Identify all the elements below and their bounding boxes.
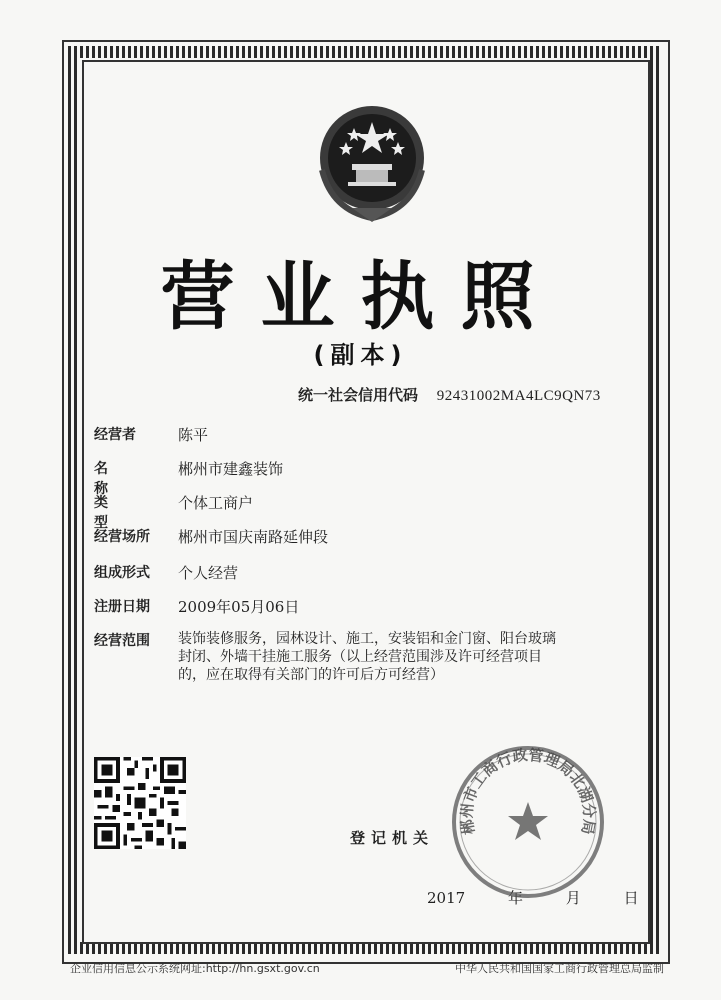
field-value: 郴州市建鑫装饰 [178,460,284,478]
footer-issuer: 中华人民共和国国家工商行政管理总局监制 [455,962,664,975]
issue-month-unit: 月 [565,889,581,907]
field-label: 经营场所 [94,529,150,545]
field-value: 个体工商户 [178,494,254,512]
field-label: 经营范围 [94,633,150,649]
field-label: 经营者 [94,427,136,443]
credit-code-line [298,384,601,405]
field-value: 个人经营 [178,564,239,582]
field-value: 装饰装修服务，园林设计、施工，安装铝和金门窗、阳台玻璃封闭、外墙干挂施工服务（以上经营范围涉及许可经营项目的，应在取得有关部门的许可后方可经营） [178,631,556,683]
issue-year-unit: 年 [507,889,523,907]
field-label: 组成形式 [94,565,150,581]
field-label: 名称 [94,461,136,497]
issue-year: 2017 [427,889,466,907]
official-seal-stamp [448,742,608,902]
registration-authority-label: 登记机关 [350,829,435,847]
national-emblem-icon [312,100,432,225]
footer-website: 企业信用信息公示系统网址:http://hn.gsxt.gov.cn [70,962,320,975]
credit-code-label: 统一社会信用代码 [298,386,419,404]
seal-text: 郴州市工商行政管理局北湖分局 [457,745,599,836]
qr-code [94,757,186,849]
license-subtitle: (副本) [313,341,408,369]
field-value: 陈平 [178,426,209,444]
license-title: 营业执照 [160,254,561,340]
field-label: 注册日期 [94,599,150,615]
field-label: 类型 [94,495,136,531]
field-value: 2009年05月06日 [178,598,300,616]
field-value: 郴州市国庆南路延伸段 [178,528,329,546]
issue-day-unit: 日 [623,889,639,907]
credit-code-value: 92431002MA4LC9QN73 [436,388,601,404]
